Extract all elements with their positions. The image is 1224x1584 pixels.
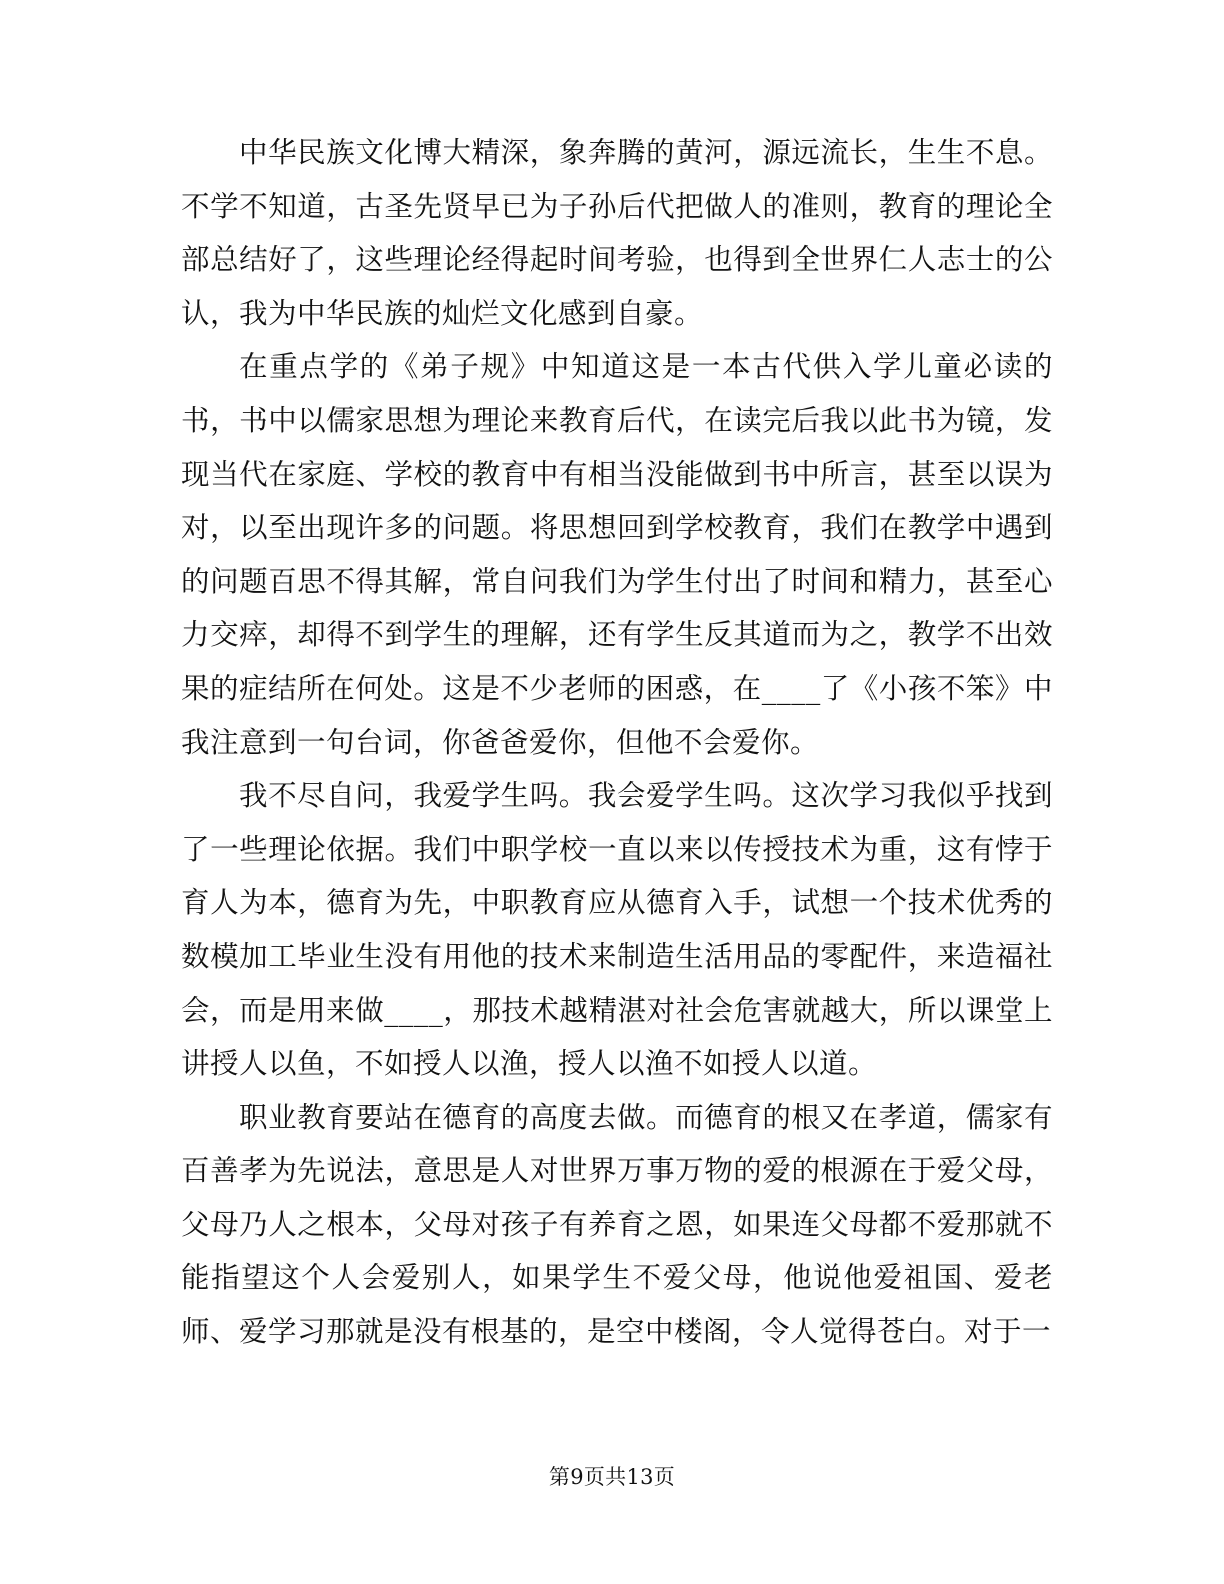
document-body bbox=[181, 126, 1053, 1359]
paragraph: 职业教育要站在德育的高度去做。而德育的根又在孝道，儒家有百善孝为先说法，意思是人对世界万事万物的爱的根源在于爱父母，父母乃人之根本，父母对孩子有养育之恩，如果连父母都不爱那就不能指望这个人会爱别人，如果学生不爱父母，他说他爱祖国、爱老师、爱学习那就是没有根基的，是空中楼阁，令人觉得苍白。对于一 bbox=[181, 1100, 1053, 1349]
paragraph: 我不尽自问，我爱学生吗。我会爱学生吗。这次学习我似乎找到了一些理论依据。我们中职学校一直以来以传授技术为重，这有悖于育人为本，德育为先，中职教育应从德育入手，试想一个技术优秀的数模加工毕业生没有用他的技术来制造生活用品的零配件，来造福社会，而是用来做____，那技术越精湛对社会危害就越大，所以课堂上讲授人以鱼，不如授人以渔，授人以渔不如授人以道。 bbox=[181, 779, 1053, 1081]
paragraph: 中华民族文化博大精深，象奔腾的黄河，源远流长，生生不息。不学不知道，古圣先贤早已为子孙后代把做人的准则，教育的理论全部总结好了，这些理论经得起时间考验，也得到全世界仁人志士的公认，我为中华民族的灿烂文化感到自豪。 bbox=[181, 136, 1053, 330]
page-number-footer: 第9页共13页 bbox=[548, 1465, 676, 1489]
paragraph: 在重点学的《弟子规》中知道这是一本古代供入学儿童必读的书，书中以儒家思想为理论来教育后代，在读完后我以此书为镜，发现当代在家庭、学校的教育中有相当没能做到书中所言，甚至以误为对，以至出现许多的问题。将思想回到学校教育，我们在教学中遇到的问题百思不得其解，常自问我们为学生付出了时间和精力，甚至心力交瘁，却得不到学生的理解，还有学生反其道而为之，教学不出效果的症结所在何处。这是不少老师的困惑，在____了《小孩不笨》中我注意到一句台词，你爸爸爱你，但他不会爱你。 bbox=[181, 350, 1053, 759]
